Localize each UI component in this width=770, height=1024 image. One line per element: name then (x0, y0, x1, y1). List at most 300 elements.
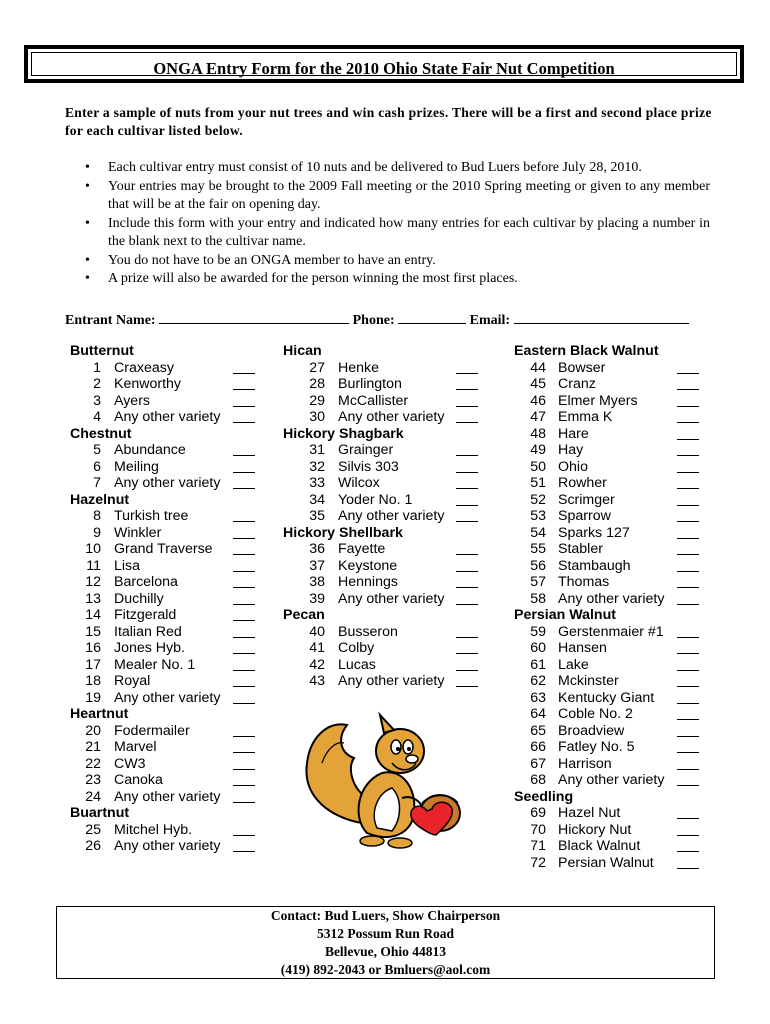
cultivar-row (283, 492, 483, 509)
cultivar-row (514, 805, 704, 822)
entry-count-blank[interactable] (233, 657, 255, 671)
cultivar-number: 56 (530, 557, 546, 574)
cultivar-row (70, 376, 260, 393)
entry-count-blank[interactable] (456, 640, 478, 654)
entry-count-blank[interactable] (677, 558, 699, 572)
email-label: Email: (469, 313, 511, 328)
cultivar-name: Lucas (338, 656, 376, 673)
entry-count-blank[interactable] (233, 393, 255, 407)
entry-count-blank[interactable] (677, 756, 699, 770)
cultivar-number: 43 (309, 673, 325, 689)
cultivar-number: 14 (85, 607, 101, 623)
cultivar-name: Fayette (338, 541, 386, 557)
cultivar-name: Any other variety (338, 409, 445, 425)
cultivar-number: 41 (309, 640, 325, 656)
cultivar-name: Harrison (558, 755, 612, 772)
cultivar-row (283, 442, 483, 459)
cultivar-number: 65 (530, 722, 546, 739)
cultivar-number: 21 (85, 739, 101, 755)
cultivar-name: Cranz (558, 376, 596, 392)
cultivar-number: 63 (530, 689, 546, 706)
contact-box (56, 906, 715, 979)
entry-count-blank[interactable] (456, 360, 478, 374)
entry-count-blank[interactable] (456, 591, 478, 605)
cultivar-row (70, 541, 260, 558)
contact-city: Bellevue, Ohio 44813 (324, 944, 447, 959)
entry-count-blank[interactable] (677, 838, 699, 852)
cultivar-row (514, 442, 704, 459)
cultivar-row (70, 591, 260, 608)
cultivar-row (70, 673, 260, 690)
entry-count-blank[interactable] (233, 772, 255, 786)
entry-count-blank[interactable] (233, 723, 255, 737)
cultivar-name: Any other variety (338, 590, 445, 607)
cultivar-row (283, 673, 483, 690)
cultivar-column-2 (283, 343, 483, 690)
cultivar-number: 38 (309, 574, 325, 590)
cultivar-number: 31 (309, 442, 325, 458)
cultivar-name: Meiling (114, 458, 159, 475)
cultivar-name: Any other variety (114, 475, 221, 491)
cultivar-name: Burlington (338, 376, 402, 392)
cultivar-row (283, 508, 483, 525)
entry-count-blank[interactable] (233, 475, 255, 489)
cultivar-number: 33 (309, 475, 325, 491)
cultivar-row (514, 723, 704, 740)
cultivar-name: Marvel (114, 739, 157, 755)
entry-count-blank[interactable] (233, 541, 255, 555)
cultivar-name: Stambaugh (558, 557, 631, 574)
cultivar-row (70, 789, 260, 806)
cultivar-row (283, 393, 483, 410)
cultivar-name: Any other variety (558, 772, 665, 788)
instructions-list (85, 159, 710, 289)
cultivar-group-header: Eastern Black Walnut (514, 343, 659, 359)
cultivar-name: Ohio (558, 458, 588, 475)
entry-count-blank[interactable] (677, 706, 699, 720)
entry-count-blank[interactable] (233, 525, 255, 539)
cultivar-number: 4 (93, 409, 101, 425)
cultivar-name: Grand Traverse (114, 541, 213, 557)
cultivar-number: 42 (309, 656, 325, 673)
entry-count-blank[interactable] (677, 772, 699, 786)
cultivar-name: Elmer Myers (558, 392, 638, 409)
entry-count-blank[interactable] (677, 376, 699, 390)
cultivar-row (70, 574, 260, 591)
cultivar-name: Stabler (558, 541, 603, 557)
cultivar-row (514, 492, 704, 509)
cultivar-row (70, 442, 260, 459)
cultivar-row (514, 574, 704, 591)
cultivar-number: 68 (530, 772, 546, 788)
entry-count-blank[interactable] (677, 508, 699, 522)
entry-count-blank[interactable] (677, 492, 699, 506)
cultivar-name: Hare (558, 425, 589, 442)
cultivar-number: 52 (530, 491, 546, 508)
cultivar-number: 64 (530, 706, 546, 722)
bullet-icon: • (85, 178, 90, 194)
entry-count-blank[interactable] (456, 492, 478, 506)
cultivar-group-header: Hican (283, 343, 322, 359)
cultivar-name: Grainger (338, 442, 394, 458)
entry-count-blank[interactable] (677, 409, 699, 423)
cultivar-row (283, 640, 483, 657)
cultivar-row (514, 640, 704, 657)
entry-count-blank[interactable] (456, 376, 478, 390)
cultivar-name: Lake (558, 656, 589, 673)
cultivar-row (70, 459, 260, 476)
cultivar-number: 67 (530, 755, 546, 772)
contact-line-1: Contact: Bud Luers, Show Chairperson (270, 908, 501, 923)
cultivar-name: Italian Red (114, 623, 182, 640)
cultivar-name: Mitchel Hyb. (114, 821, 193, 838)
cultivar-name: Kenworthy (114, 376, 182, 392)
cultivar-row (514, 525, 704, 542)
cultivar-number: 8 (93, 508, 101, 524)
cultivar-number: 6 (93, 458, 101, 475)
cultivar-row (70, 739, 260, 756)
cultivar-row (70, 822, 260, 839)
cultivar-row (70, 360, 260, 377)
cultivar-row (70, 756, 260, 773)
cultivar-group-header: Hickory Shellbark (283, 524, 403, 541)
cultivar-number: 71 (530, 838, 546, 854)
cultivar-name: Turkish tree (114, 508, 189, 524)
cultivar-name: Hazel Nut (558, 805, 621, 821)
cultivar-row (514, 475, 704, 492)
cultivar-row (283, 591, 483, 608)
cultivar-row (514, 855, 704, 872)
cultivar-row (70, 690, 260, 707)
entry-count-blank[interactable] (233, 756, 255, 770)
cultivar-name: Persian Walnut (558, 854, 654, 871)
cultivar-number: 3 (93, 392, 101, 409)
cultivar-row (283, 624, 483, 641)
cultivar-column-3 (514, 343, 704, 871)
cultivar-number: 2 (93, 376, 101, 392)
cultivar-name: Hay (558, 442, 584, 458)
cultivar-name: Ayers (114, 392, 151, 409)
cultivar-row (283, 475, 483, 492)
cultivar-number: 46 (530, 392, 546, 409)
cultivar-number: 24 (85, 788, 101, 805)
cultivar-name: Winkler (114, 524, 162, 541)
cultivar-number: 15 (85, 623, 101, 640)
entry-count-blank[interactable] (456, 409, 478, 423)
cultivar-name: Any other variety (114, 838, 221, 854)
cultivar-group-header: Hazelnut (70, 491, 130, 508)
entry-count-blank[interactable] (233, 376, 255, 390)
cultivar-row (514, 739, 704, 756)
cultivar-name: Any other variety (114, 689, 221, 706)
bullet-icon: • (85, 252, 90, 268)
cultivar-row (514, 541, 704, 558)
cultivar-name: Mealer No. 1 (114, 656, 196, 673)
entry-count-blank[interactable] (677, 475, 699, 489)
entry-count-blank[interactable] (456, 393, 478, 407)
cultivar-row (514, 673, 704, 690)
cultivar-name: Hansen (558, 640, 607, 656)
cultivar-number: 1 (93, 359, 101, 376)
cultivar-number: 23 (85, 772, 101, 788)
cultivar-name: Keystone (338, 557, 398, 574)
cultivar-number: 36 (309, 541, 325, 557)
cultivar-number: 26 (85, 838, 101, 854)
cultivar-number: 35 (309, 508, 325, 524)
entry-count-blank[interactable] (233, 442, 255, 456)
instruction-item: • Include this form with your entry and indicated how many entries for each cultivar by placing a number in the blank next to the cultivar name. (85, 215, 710, 249)
cultivar-number: 59 (530, 623, 546, 640)
entrant-name-field[interactable] (159, 309, 349, 324)
cultivar-name: Henke (338, 359, 380, 376)
cultivar-number: 25 (85, 821, 101, 838)
cultivar-name: Sparrow (558, 508, 611, 524)
entry-count-blank[interactable] (677, 442, 699, 456)
cultivar-name: McCallister (338, 392, 409, 409)
entry-count-blank[interactable] (456, 541, 478, 555)
entry-count-blank[interactable] (677, 640, 699, 654)
cultivar-column-1 (70, 343, 260, 855)
cultivar-row (514, 690, 704, 707)
cultivar-number: 61 (530, 656, 546, 673)
cultivar-group-header: Chestnut (70, 425, 132, 442)
cultivar-number: 69 (530, 805, 546, 821)
cultivar-name: Fitzgerald (114, 607, 177, 623)
entry-count-blank[interactable] (233, 640, 255, 654)
cultivar-number: 7 (93, 475, 101, 491)
cultivar-name: Royal (114, 673, 151, 689)
cultivar-number: 32 (309, 458, 325, 475)
entry-count-blank[interactable] (233, 574, 255, 588)
entry-count-blank[interactable] (233, 739, 255, 753)
cultivar-number: 12 (85, 574, 101, 590)
entry-count-blank[interactable] (677, 426, 699, 440)
cultivar-row (70, 624, 260, 641)
entry-count-blank[interactable] (233, 508, 255, 522)
entry-count-blank[interactable] (677, 723, 699, 737)
cultivar-number: 49 (530, 442, 546, 458)
cultivar-number: 28 (309, 376, 325, 392)
cultivar-row (514, 409, 704, 426)
cultivar-group-header: Buartnut (70, 805, 130, 821)
cultivar-row (514, 508, 704, 525)
cultivar-name: Any other variety (114, 788, 221, 805)
cultivar-name: Jones Hyb. (114, 640, 185, 656)
cultivar-number: 55 (530, 541, 546, 557)
cultivar-row (514, 426, 704, 443)
entry-count-blank[interactable] (233, 822, 255, 836)
cultivar-number: 10 (85, 541, 101, 557)
cultivar-name: Wilcox (338, 475, 380, 491)
cultivar-name: Any other variety (338, 673, 445, 689)
cultivar-number: 39 (309, 590, 325, 607)
entry-count-blank[interactable] (233, 409, 255, 423)
cultivar-row (283, 409, 483, 426)
entry-count-blank[interactable] (233, 591, 255, 605)
cultivar-number: 47 (530, 409, 546, 425)
title-box (24, 45, 744, 83)
cultivar-name: Kentucky Giant (558, 689, 655, 706)
instruction-item: • A prize will also be awarded for the person winning the most first places. (85, 270, 710, 289)
entry-count-blank[interactable] (677, 525, 699, 539)
entry-count-blank[interactable] (677, 459, 699, 473)
cultivar-row (70, 657, 260, 674)
entry-count-blank[interactable] (677, 739, 699, 753)
cultivar-row (514, 558, 704, 575)
contact-phone-email: (419) 892-2043 or Bmluers@aol.com (280, 962, 491, 977)
cultivar-name: Mckinster (558, 673, 619, 689)
cultivar-name: Canoka (114, 772, 163, 788)
cultivar-row (514, 591, 704, 608)
entry-count-blank[interactable] (233, 459, 255, 473)
cultivar-number: 11 (86, 557, 101, 574)
cultivar-name: Broadview (558, 722, 625, 739)
entry-count-blank[interactable] (456, 657, 478, 671)
cultivar-row (283, 459, 483, 476)
entry-count-blank[interactable] (233, 558, 255, 572)
cultivar-name: Emma K (558, 409, 613, 425)
entry-count-blank[interactable] (677, 673, 699, 687)
cultivar-name: Duchilly (114, 590, 164, 607)
cultivar-row (283, 657, 483, 674)
cultivar-number: 17 (85, 656, 101, 673)
cultivar-number: 13 (85, 590, 101, 607)
cultivar-name: Any other variety (114, 409, 221, 425)
cultivar-name: Rowher (558, 475, 607, 491)
instruction-item: • Your entries may be brought to the 2009 Fall meeting or the 2010 Spring meeting or given to any member that will be at the fair on opening day. (85, 178, 710, 212)
entry-count-blank[interactable] (677, 657, 699, 671)
cultivar-name: Thomas (558, 574, 610, 590)
cultivar-name: Black Walnut (558, 838, 641, 854)
cultivar-name: Busseron (338, 623, 398, 640)
entry-count-blank[interactable] (456, 508, 478, 522)
cultivar-number: 19 (85, 689, 101, 706)
entry-count-blank[interactable] (677, 393, 699, 407)
cultivar-row (514, 459, 704, 476)
cultivar-number: 45 (530, 376, 546, 392)
cultivar-row (70, 525, 260, 542)
cultivar-row (514, 772, 704, 789)
bullet-icon: • (85, 215, 90, 231)
entry-count-blank[interactable] (456, 574, 478, 588)
entry-count-blank[interactable] (677, 591, 699, 605)
entry-count-blank[interactable] (456, 673, 478, 687)
cultivar-row (514, 706, 704, 723)
cultivar-number: 62 (530, 673, 546, 689)
bullet-icon: • (85, 271, 90, 286)
cultivar-row (70, 409, 260, 426)
cultivar-row (514, 624, 704, 641)
entry-count-blank[interactable] (677, 855, 699, 869)
entry-count-blank[interactable] (233, 673, 255, 687)
cultivar-row (514, 360, 704, 377)
cultivar-row (70, 607, 260, 624)
cultivar-name: Fatley No. 5 (558, 739, 635, 755)
cultivar-name: Bowser (558, 359, 606, 376)
entry-count-blank[interactable] (456, 475, 478, 489)
entry-count-blank[interactable] (456, 558, 478, 572)
cultivar-row (514, 838, 704, 855)
cultivar-number: 20 (85, 722, 101, 739)
entry-count-blank[interactable] (233, 360, 255, 374)
cultivar-name: CW3 (114, 755, 146, 772)
entry-count-blank[interactable] (677, 822, 699, 836)
cultivar-number: 57 (530, 574, 546, 590)
cultivar-name: Hennings (338, 574, 398, 590)
cultivar-number: 72 (530, 854, 546, 871)
cultivar-name: Scrimger (558, 491, 615, 508)
cultivar-row (70, 838, 260, 855)
entrant-info-row (65, 309, 689, 329)
entry-count-blank[interactable] (233, 607, 255, 621)
cultivar-row (283, 541, 483, 558)
entry-count-blank[interactable] (456, 459, 478, 473)
cultivar-name: Craxeasy (114, 359, 174, 376)
cultivar-number: 22 (85, 755, 101, 772)
cultivar-number: 60 (530, 640, 546, 656)
cultivar-row (514, 822, 704, 839)
cultivar-name: Hickory Nut (558, 821, 632, 838)
entry-count-blank[interactable] (233, 624, 255, 638)
entry-count-blank[interactable] (677, 541, 699, 555)
phone-field[interactable] (398, 309, 466, 324)
cultivar-number: 37 (309, 557, 325, 574)
cultivar-number: 44 (530, 359, 546, 376)
cultivar-row (70, 723, 260, 740)
entry-count-blank[interactable] (233, 690, 255, 704)
cultivar-number: 16 (85, 640, 101, 656)
cultivar-row (70, 640, 260, 657)
cultivar-number: 53 (530, 508, 546, 524)
cultivar-number: 54 (530, 524, 546, 541)
cultivar-number: 34 (309, 491, 325, 508)
entry-count-blank[interactable] (456, 624, 478, 638)
cultivar-group-header: Heartnut (70, 706, 129, 722)
instruction-item: • Each cultivar entry must consist of 10 nuts and be delivered to Bud Luers before July 28, 2010. (85, 159, 710, 178)
cultivar-number: 30 (309, 409, 325, 425)
cultivar-number: 9 (93, 524, 101, 541)
entry-count-blank[interactable] (233, 838, 255, 852)
entry-count-blank[interactable] (677, 574, 699, 588)
cultivar-number: 70 (530, 821, 546, 838)
cultivar-name: Barcelona (114, 574, 178, 590)
entry-count-blank[interactable] (677, 360, 699, 374)
cultivar-name: Yoder No. 1 (338, 491, 413, 508)
entry-count-blank[interactable] (677, 805, 699, 819)
entry-count-blank[interactable] (677, 624, 699, 638)
cultivar-name: Abundance (114, 442, 186, 458)
cultivar-group-header: Pecan (283, 607, 325, 623)
cultivar-name: Any other variety (558, 590, 665, 607)
entry-count-blank[interactable] (233, 789, 255, 803)
cultivar-number: 40 (309, 623, 325, 640)
cultivar-number: 29 (309, 392, 325, 409)
cultivar-name: Lisa (114, 557, 141, 574)
cultivar-row (283, 574, 483, 591)
entry-count-blank[interactable] (456, 442, 478, 456)
cultivar-row (70, 475, 260, 492)
cultivar-row (514, 756, 704, 773)
cultivar-name: Coble No. 2 (558, 706, 633, 722)
cultivar-group-header: Hickory Shagbark (283, 425, 404, 442)
entry-count-blank[interactable] (677, 690, 699, 704)
cultivar-group-header: Seedling (514, 788, 574, 805)
cultivar-row (283, 360, 483, 377)
cultivar-name: Sparks 127 (558, 524, 630, 541)
cultivar-row (70, 508, 260, 525)
cultivar-name: Colby (338, 640, 375, 656)
email-field[interactable] (514, 309, 689, 324)
